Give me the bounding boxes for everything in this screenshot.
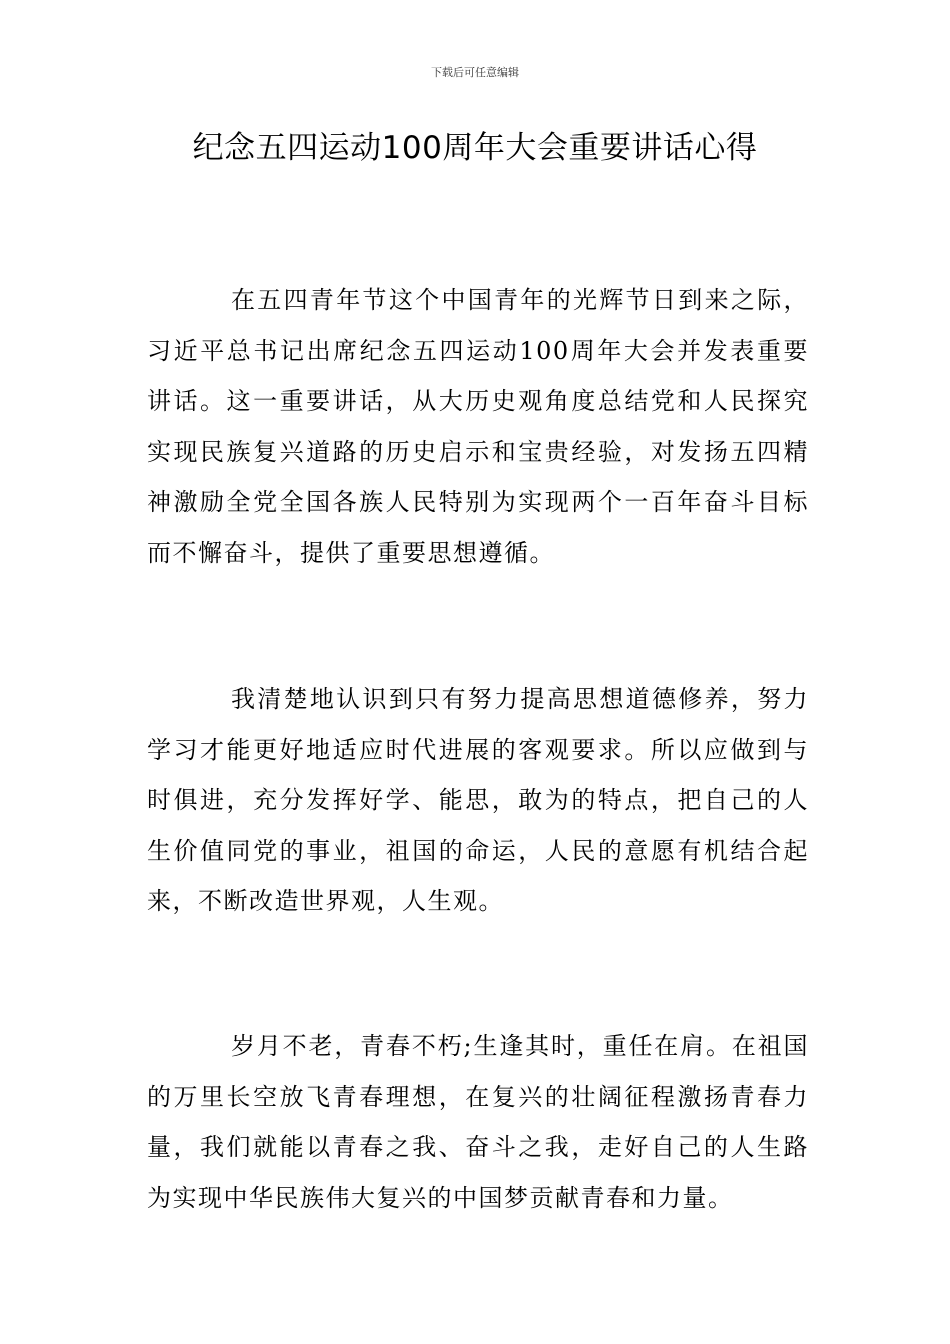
body-paragraph-1: 在五四青年节这个中国青年的光辉节日到来之际，习近平总书记出席纪念五四运动100周年大会并发表重要讲话。这一重要讲话，从大历史观角度总结党和人民探究实现民族复兴道路的历史启示和宝贵经验，对发扬五四精神激励全党全国各族人民特别为实现两个一百年奋斗目标而不懈奋斗，提供了重要思想遵循。 [147, 286, 809, 567]
body-paragraph-2: 我清楚地认识到只有努力提高思想道德修养，努力学习才能更好地适应时代进展的客观要求。所以应做到与时俱进，充分发挥好学、能思，敢为的特点，把自己的人生价值同党的事业，祖国的命运，人民的意愿有机结合起来，不断改造世界观，人生观。 [147, 685, 809, 915]
body-paragraph-3: 岁月不老，青春不朽;生逢其时，重任在肩。在祖国的万里长空放飞青春理想，在复兴的壮阔征程激扬青春力量，我们就能以青春之我、奋斗之我，走好自己的人生路为实现中华民族伟大复兴的中国梦贡献青春和力量。 [147, 1032, 809, 1212]
document-title: 纪念五四运动100周年大会重要讲话心得 [192, 130, 758, 166]
header-note: 下载后可任意编辑 [431, 66, 519, 79]
